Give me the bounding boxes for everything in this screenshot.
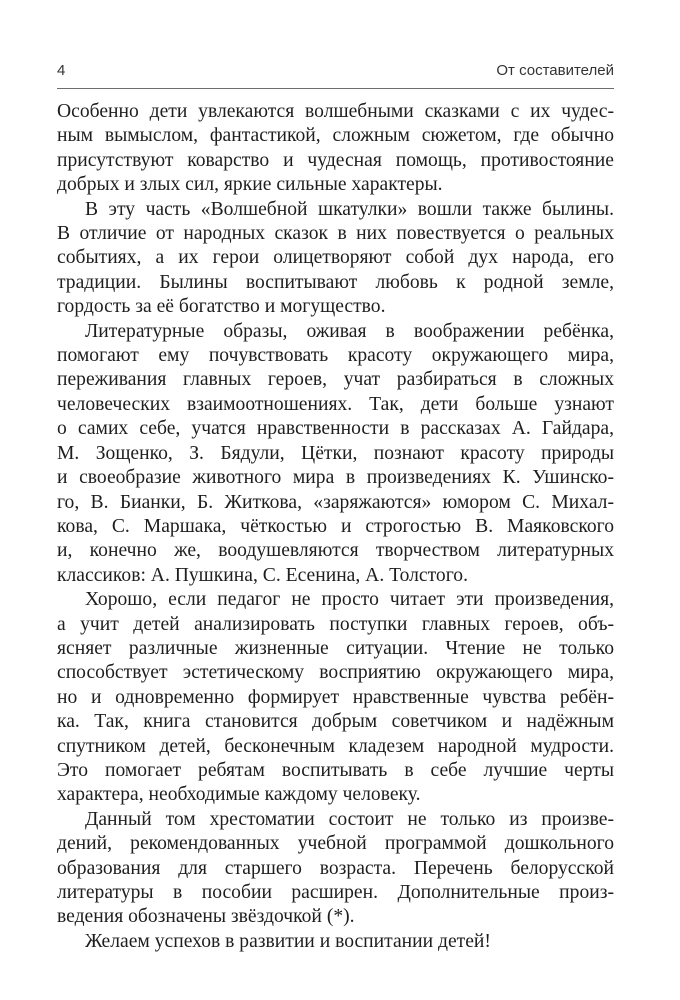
text-line: М. Зощенко, З. Бядули, Цётки, познают красоту природы bbox=[57, 442, 614, 464]
text-line: го, В. Бианки, Б. Житкова, «заряжаются» юмором С. Михал- bbox=[57, 491, 614, 513]
page-number: 4 bbox=[57, 62, 66, 79]
text-line: литературы в пособии расширен. Дополнительные произ- bbox=[57, 882, 614, 903]
text-line: но и одновременно формирует нравственные чувства ребён- bbox=[57, 686, 614, 708]
text-line: о самих себе, учатся нравственности в рассказах А. Гайдара, bbox=[57, 418, 614, 440]
text-line: дений, рекомендованных учебной программой дошкольного bbox=[57, 833, 614, 855]
text-line: и, конечно же, воодушевляются творчеством литературных bbox=[57, 540, 614, 562]
text-line: помогают ему почувствовать красоту окружающего мира, bbox=[57, 345, 614, 367]
paragraph-6 bbox=[57, 930, 614, 954]
running-title: От составителей bbox=[496, 62, 614, 79]
text-line: гордость за её богатство и могущество. bbox=[57, 296, 386, 318]
text-line: присутствуют коварство и чудесная помощь, противостояние bbox=[57, 149, 614, 171]
text-line: Литературные образы, оживая в воображении ребёнка, bbox=[85, 320, 614, 342]
text-line: В отличие от народных сказок в них повествуется о реальных bbox=[57, 223, 614, 245]
text-line: переживания главных героев, учат разбираться в сложных bbox=[57, 369, 614, 391]
text-line: человеческих взаимоотношениях. Так, дети больше узнают bbox=[57, 393, 614, 415]
text-line: ным вымыслом, фантастикой, сложным сюжетом, где обычно bbox=[57, 125, 614, 147]
text-line: Это помогает ребятам воспитывать в себе лучшие черты bbox=[57, 759, 614, 781]
paragraph-5 bbox=[57, 808, 614, 930]
header-divider bbox=[57, 88, 614, 89]
text-line: способствует эстетическому восприятию окружающего мира, bbox=[57, 662, 614, 684]
text-line: характера, необходимые каждому человеку. bbox=[57, 784, 421, 806]
text-line: Особенно дети увлекаются волшебными сказками с их чудес- bbox=[57, 101, 614, 122]
text-line: классиков: А. Пушкина, С. Есенина, А. Толстого. bbox=[57, 564, 468, 586]
paragraph-4 bbox=[57, 588, 614, 808]
text-line: событиях, а их герои олицетворяют собой дух народа, его bbox=[57, 247, 614, 269]
body-text bbox=[57, 100, 614, 954]
text-line: а учит детей анализировать поступки главных героев, объ- bbox=[57, 613, 614, 635]
paragraph-2 bbox=[57, 198, 614, 320]
text-line: добрых и злых сил, яркие сильные характеры. bbox=[57, 174, 443, 196]
text-line: кова, С. Маршака, чёткостью и строгостью В. Маяковского bbox=[57, 515, 614, 537]
paragraph-1 bbox=[57, 100, 614, 198]
text-line: спутником детей, бесконечным кладезем народной мудрости. bbox=[57, 735, 614, 757]
text-line: ясняет различные жизненные ситуации. Чтение не только bbox=[57, 637, 614, 659]
text-line: и своеобразие животного мира в произведениях К. Ушинско- bbox=[57, 467, 614, 489]
text-line: образования для старшего возраста. Перечень белорусской bbox=[57, 857, 614, 879]
text-line: Желаем успехов в развитии и воспитании детей! bbox=[85, 930, 491, 952]
text-line: ка. Так, книга становится добрым советчиком и надёжным bbox=[57, 711, 614, 733]
text-line: Хорошо, если педагог не просто читает эти произведения, bbox=[85, 589, 614, 611]
page-header bbox=[57, 62, 614, 84]
text-line: Данный том хрестоматии состоит не только из произве- bbox=[85, 808, 614, 830]
text-line: В эту часть «Волшебной шкатулки» вошли также былины. bbox=[85, 198, 614, 220]
text-line: традиции. Былины воспитывают любовь к родной земле, bbox=[57, 271, 614, 293]
paragraph-3 bbox=[57, 320, 614, 588]
text-line: ведения обозначены звёздочкой (*). bbox=[57, 906, 355, 928]
